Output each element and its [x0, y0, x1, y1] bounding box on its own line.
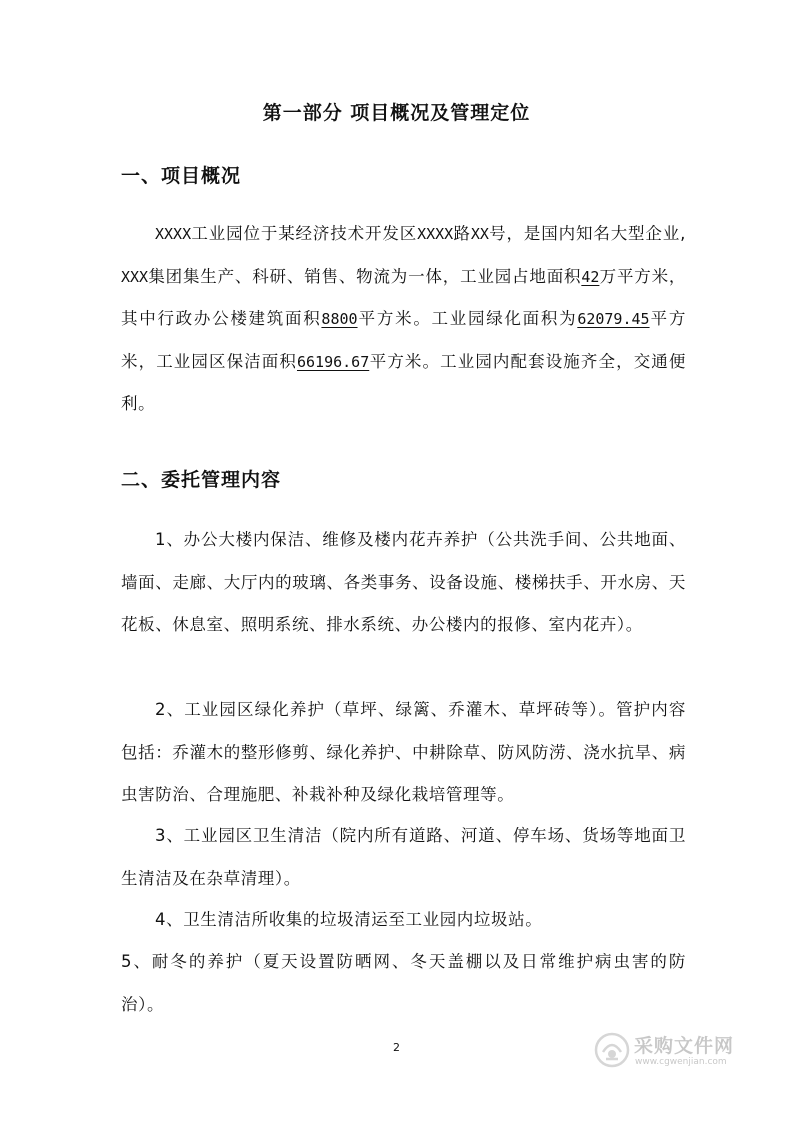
cleaning-area-value: 66196.67 — [296, 352, 370, 371]
page-title: 第一部分 项目概况及管理定位 — [262, 102, 531, 124]
section-heading-overview: 一、项目概况 — [121, 165, 242, 187]
watermark — [594, 1030, 754, 1074]
green-area-value: 62079.45 — [577, 310, 650, 328]
watermark-name: 采购文件网 — [634, 1035, 735, 1057]
office-area-value: 8800 — [321, 310, 358, 328]
watermark-url: www.cgwenjian.com — [635, 1057, 727, 1067]
scope-item-4: 4、卫生清洁所收集的垃圾清运至工业园内垃圾站。 — [155, 910, 543, 929]
overview-paragraph: XXXX工业园位于某经济技术开发区XXXX路XX号，是国内知名大型企业,XXX集团集生产、科研、销售、物流为一体，工业园占地面积42万平方米，其中行政办公楼建筑面积8800平方米。工业园绿化面积为62079.45平方米，工业园区保洁面积66196.67平方米。工业园内配套设施齐全，交通便利。 — [121, 224, 687, 413]
watermark-logo-icon — [594, 1032, 630, 1068]
scope-item-5: 5、耐冬的养护（夏天设置防晒网、冬天盖棚以及日常维护病虫害的防治）。 — [121, 952, 686, 1014]
scope-item-2: 2、工业园区绿化养护（草坪、绿篱、乔灌木、草坪砖等）。管护内容包括：乔灌木的整形修剪、绿化养护、中耕除草、防风防涝、浇水抗旱、病虫害防治、合理施肥、补栽补种及绿化栽培管理等。 — [121, 700, 686, 804]
scope-item-3: 3、工业园区卫生清洁（院内所有道路、河道、停车场、货场等地面卫生清洁及在杂草清理）。 — [121, 826, 686, 888]
section-heading-scope: 二、委托管理内容 — [121, 469, 282, 491]
land-area-value: 42 — [581, 267, 600, 286]
scope-item-1: 1、办公大楼内保洁、维修及楼内花卉养护（公共洗手间、公共地面、墙面、走廊、大厅内的玻璃、各类事务、设备设施、楼梯扶手、开水房、天花板、休息室、照明系统、排水系统、办公楼内的报修、室内花卉）。 — [121, 530, 686, 634]
page-number: 2 — [393, 1041, 400, 1054]
